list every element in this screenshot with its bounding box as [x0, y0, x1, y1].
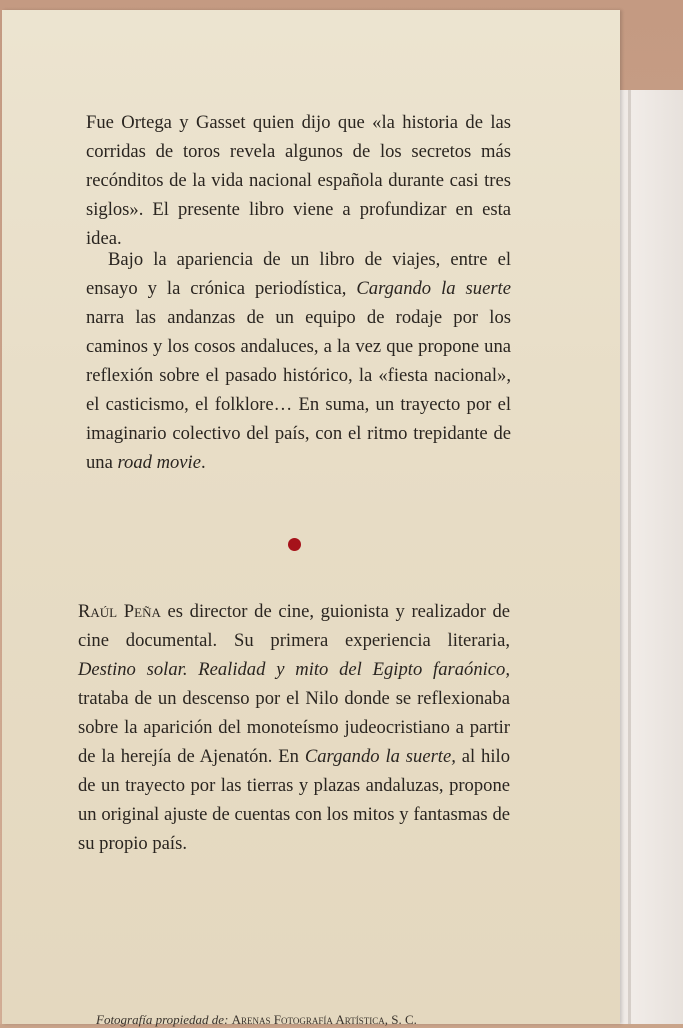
red-dot-divider	[288, 538, 301, 551]
book-title-inline: Cargando la suerte	[356, 278, 511, 299]
photo-credit-owner: Arenas Fotografía Artística, S. C.	[231, 1012, 417, 1027]
page-fold-shadow	[628, 90, 631, 1024]
synopsis-text-2b: narra las andanzas de un equipo de rodaje por los caminos y los cosos andaluces, a la vez que propone una reflexión sobre el pasado histórico, la «fiesta nacional», el casticismo, el folklore… En suma, un trayecto por el imaginario colectivo del país, con el ritmo trepidante de una	[86, 307, 511, 473]
previous-book-title: Destino solar. Realidad y mito del Egipto faraónico,	[78, 659, 510, 680]
synopsis-paragraph-1	[86, 108, 511, 253]
synopsis-text-2	[86, 245, 511, 477]
author-bio	[78, 597, 510, 858]
author-bio-a: es director de cine, guionista y realizador de cine documental. Su primera experiencia literaria,	[78, 601, 511, 651]
author-bio-b: trataba de un descenso por el Nilo donde se reflexionaba sobre la aparición del monoteísmo judeocristiano a partir de la herejía de Ajenatón. En	[78, 688, 510, 767]
synopsis-text-2-end: .	[200, 452, 206, 473]
photo-credit-prefix: Fotografía propiedad de:	[96, 1012, 229, 1027]
synopsis-text-2a: Bajo la apariencia de un libro de viajes, entre el ensayo y la crónica periodística,	[86, 249, 511, 299]
synopsis-paragraph-2	[86, 245, 511, 477]
author-name: Raúl Peña	[78, 601, 161, 622]
road-movie-term: road movie	[117, 452, 201, 473]
photo-credit	[96, 1012, 496, 1028]
synopsis-text-1: Fue Ortega y Gasset quien dijo que «la historia de las corridas de toros revela algunos de los secretos más recónditos de la vida nacional española durante casi tres siglos». El presente libro viene a profundizar en esta idea.	[86, 112, 511, 249]
current-book-title: Cargando la suerte,	[304, 746, 456, 767]
author-bio-c: al hilo de un trayecto por las tierras y plazas andaluzas, propone un original ajuste de cuentas con los mitos y fantasmas de su propio país.	[78, 746, 510, 854]
author-bio-text	[78, 597, 510, 858]
